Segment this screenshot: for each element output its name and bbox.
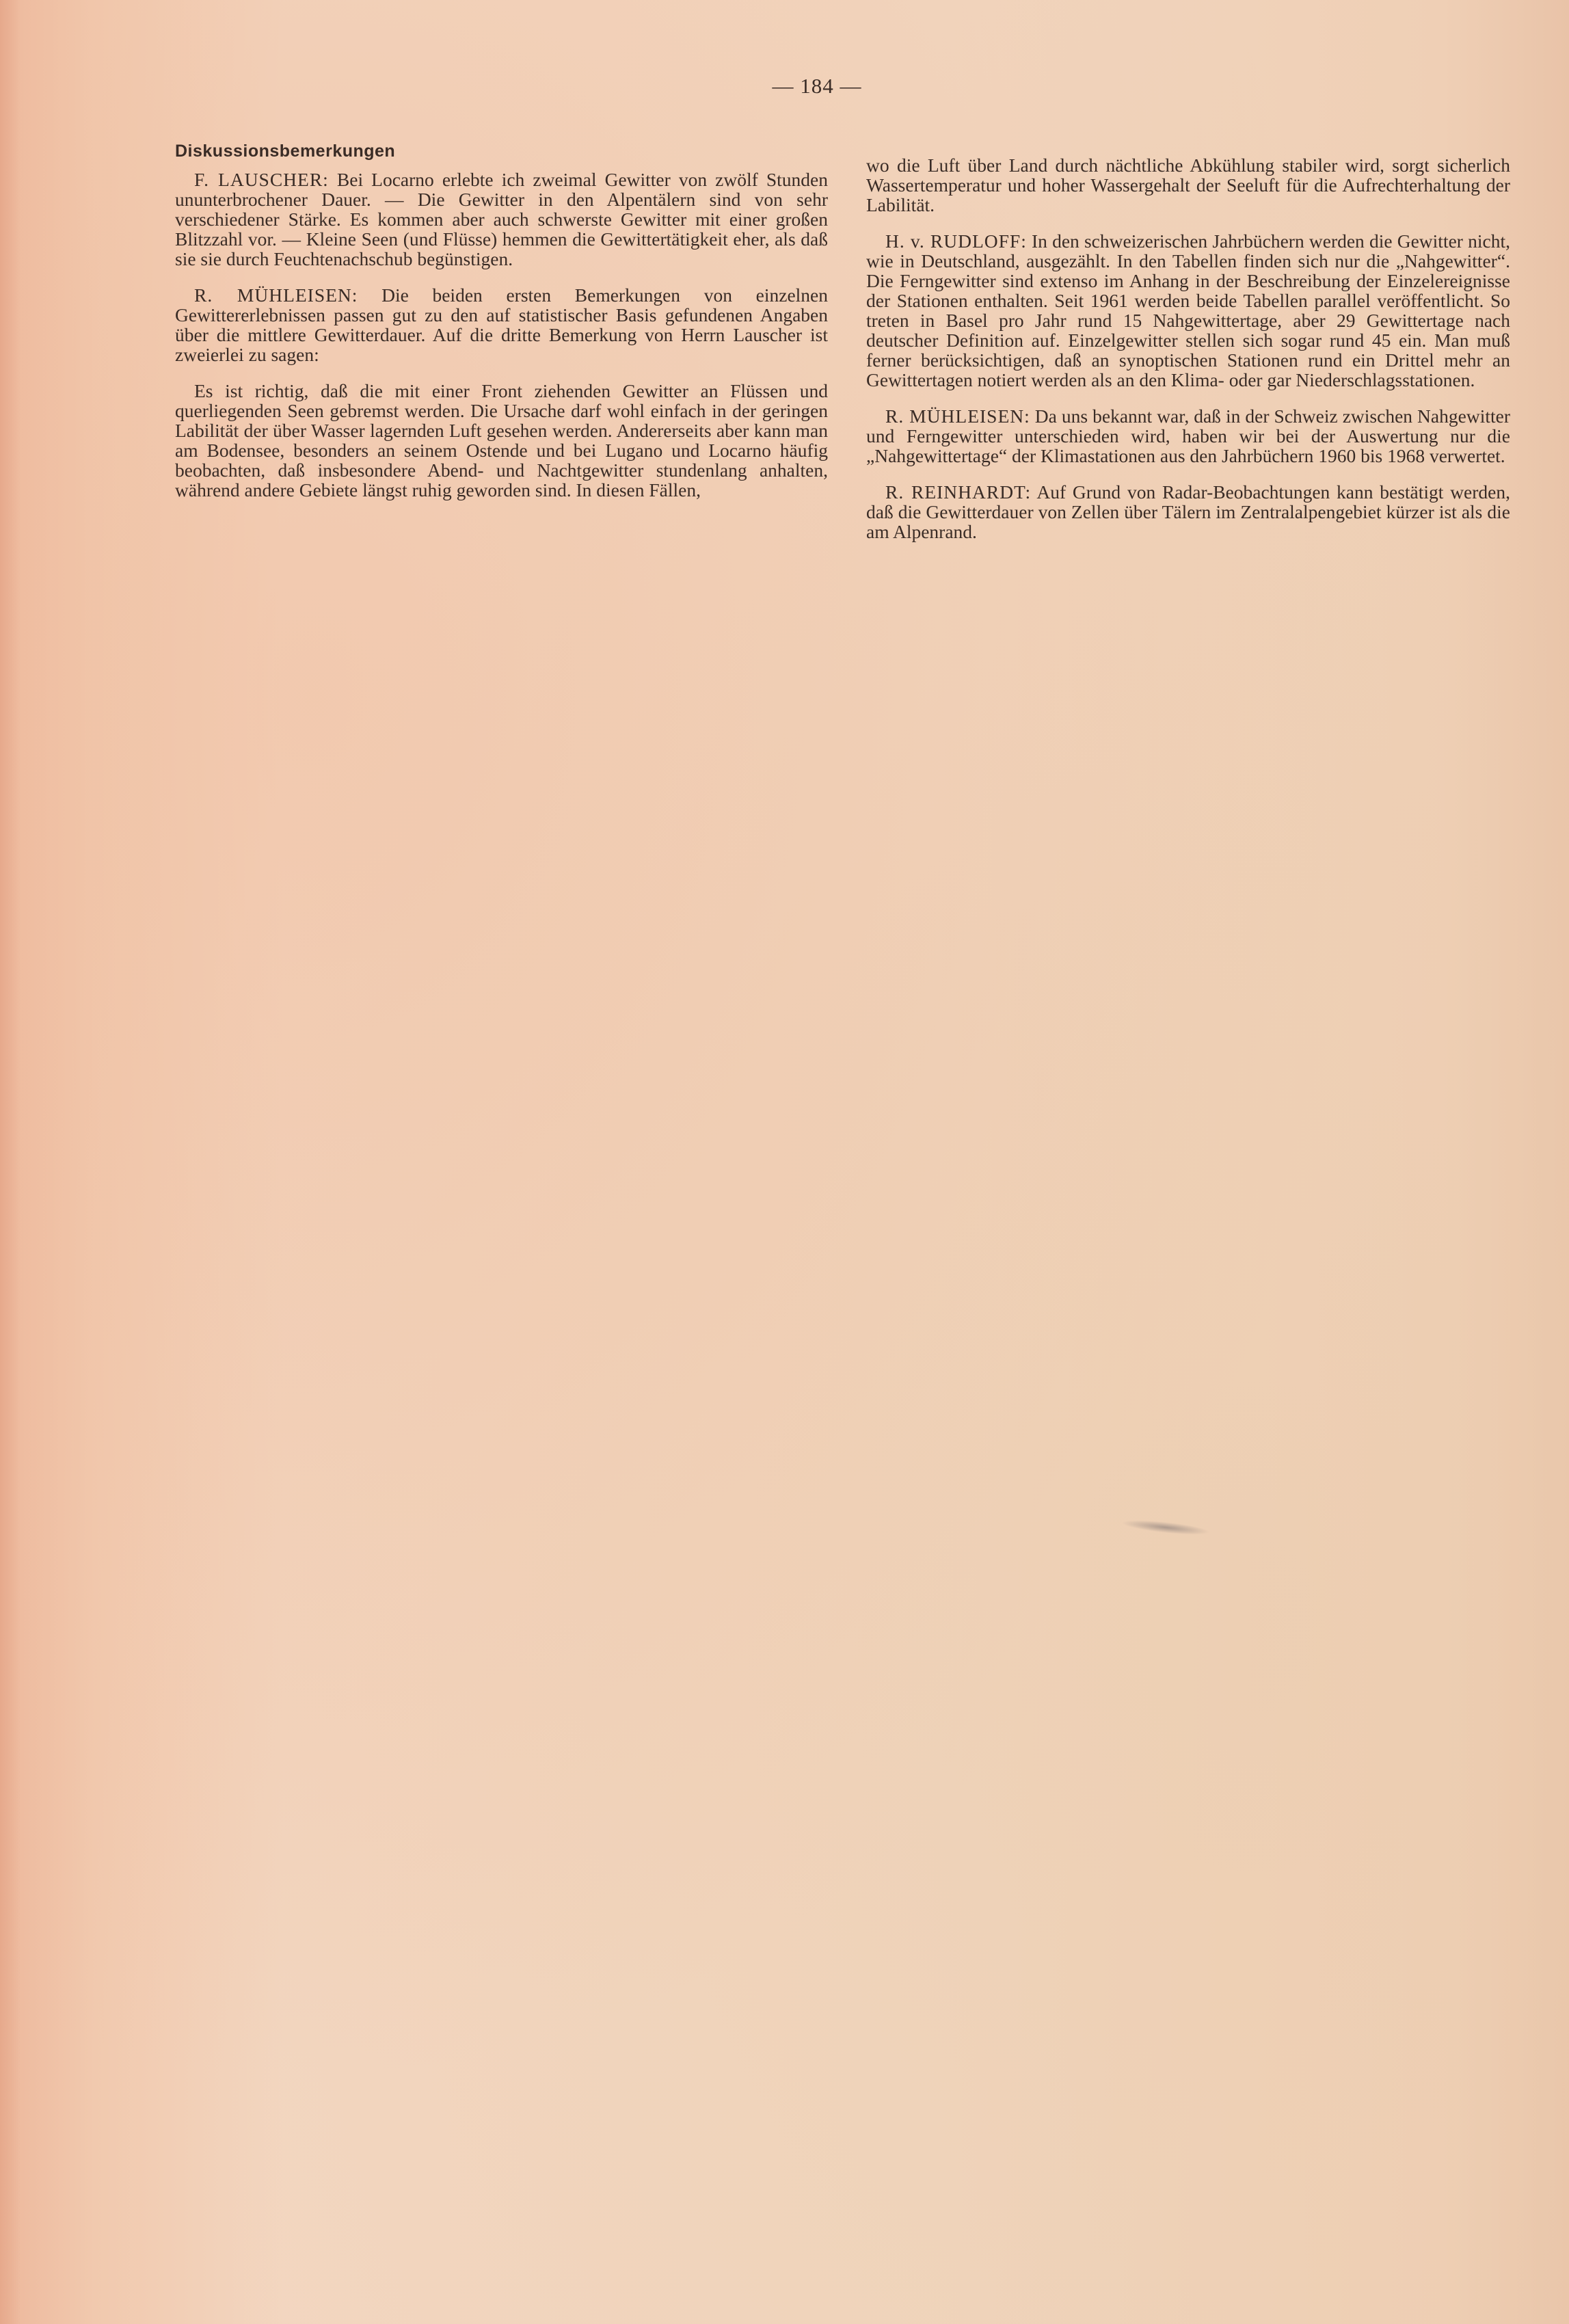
paragraph-text: Die beiden ersten Bemerkungen von einzelnen Gewittererlebnissen passen gut zu den auf statistischer Basis gefundenen Angaben über die mittlere Gewitterdauer. Auf die dritte Bemerkung von Herrn Lauscher ist zweierlei zu sagen: bbox=[175, 284, 828, 365]
speaker-name: H. v. RUDLOFF: bbox=[885, 230, 1027, 252]
paragraph-text: wo die Luft über Land durch nächtliche Abkühlung stabiler wird, sorgt sicherlich Wassertemperatur und hoher Wassergehalt der Seeluft für die Aufrechterhaltung der Labilität. bbox=[866, 155, 1510, 215]
paragraph-muehleisen-3 bbox=[866, 406, 1510, 466]
paragraph-text: Es ist richtig, daß die mit einer Front ziehenden Gewitter an Flüssen und querliegenden Seen gebremst werden. Die Ursache darf wohl einfach in der geringen Labilität der über Wasser lagernden Luft gesehen werden. Andererseits aber kann man am Bodensee, besonders an seinem Ostende und bei Lugano und Locarno häufig beobachten, daß insbesondere Abend- und Nachtgewitter stundenlang anhalten, während andere Gebiete längst ruhig geworden sind. In diesen Fällen, bbox=[175, 380, 828, 500]
paragraph-muehleisen-1 bbox=[175, 285, 828, 364]
paragraph-text: Auf Grund von Radar-Beobachtungen kann bestätigt werden, daß die Gewitterdauer von Zellen über Tälern im Zentralalpengebiet kürzer ist als die am Alpenrand. bbox=[866, 481, 1510, 542]
right-column bbox=[866, 155, 1510, 558]
page-edge-shadow bbox=[0, 0, 21, 2324]
page-number: — 184 — bbox=[772, 74, 862, 98]
paragraph-rudloff bbox=[866, 231, 1510, 390]
paragraph-lauscher bbox=[175, 170, 828, 269]
paragraph-muehleisen-2 bbox=[175, 381, 828, 500]
paragraph-text: Bei Locarno erlebte ich zweimal Gewitter von zwölf Stunden ununterbrochener Dauer. — Die Gewitter in den Alpentälern sind von sehr verschiedener Stärke. Es kommen aber auch schwerste Gewitter mit einer großen Blitzzahl vor. — Kleine Seen (und Flüsse) hemmen die Gewittertätigkeit eher, als daß sie sie durch Feuchtenachschub begünstigen. bbox=[175, 169, 828, 269]
paragraph-reinhardt bbox=[866, 482, 1510, 542]
paragraph-text: In den schweizerischen Jahrbüchern werden die Gewitter nicht, wie in Deutschland, ausgezählt. In den Tabellen finden sich nur die „Nahgewitter“. Die Ferngewitter sind extenso im Anhang in der Beschreibung der Einzelereignisse der Stationen enthalten. Seit 1961 werden beide Tabellen parallel veröffentlicht. So treten in Basel pro Jahr rund 15 Nahgewittertage, aber 29 Gewittertage nach deutscher Definition auf. Einzelgewitter stellen sich sogar rund 45 ein. Man muß ferner berücksichtigen, daß an synoptischen Stationen rund ein Drittel mehr an Gewittertagen notiert werden als an den Klima- oder gar Niederschlagsstationen. bbox=[866, 230, 1510, 390]
section-heading: Diskussionsbemerkungen bbox=[175, 142, 396, 161]
paragraph-text: Da uns bekannt war, daß in der Schweiz zwischen Nahgewitter und Ferngewitter unterschieden wird, haben wir bei der Auswertung nur die „Nahgewittertage“ der Klimastationen aus den Jahrbüchern 1960 bis 1968 verwertet. bbox=[866, 405, 1510, 466]
speaker-name: R. MÜHLEISEN: bbox=[194, 284, 358, 306]
speaker-name: R. REINHARDT: bbox=[885, 481, 1032, 503]
left-column bbox=[175, 142, 828, 516]
paragraph-continuation bbox=[866, 155, 1510, 215]
speaker-name: F. LAUSCHER: bbox=[194, 169, 329, 190]
ink-smudge bbox=[1121, 1517, 1211, 1538]
speaker-name: R. MÜHLEISEN: bbox=[885, 405, 1030, 427]
